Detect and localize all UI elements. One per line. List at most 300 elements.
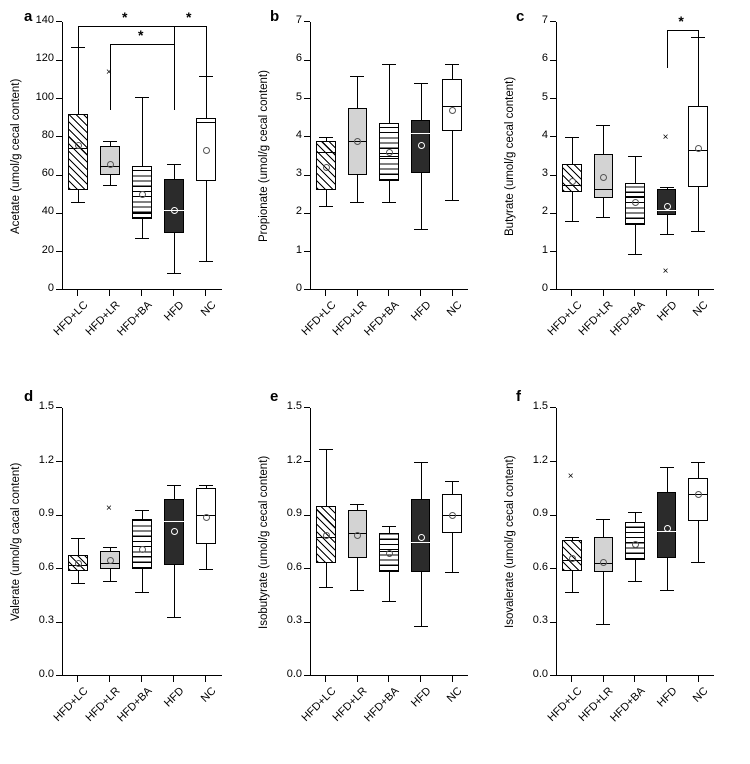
whisker-cap-upper-c-HFD+LR xyxy=(596,125,610,126)
whisker-upper-e-HFD xyxy=(421,462,422,500)
y-tick-label-b: 4 xyxy=(295,128,302,141)
whisker-cap-lower-f-HFD+BA xyxy=(628,581,642,582)
mean-marker-a-HFD+LR xyxy=(107,161,114,168)
mean-marker-e-HFD xyxy=(418,534,425,541)
y-tick-label-e: 0.0 xyxy=(286,668,302,680)
y-tick-c xyxy=(550,175,556,176)
x-tick-label-c-HFD+LR: HFD+LR xyxy=(576,299,616,338)
whisker-upper-c-HFD+LR xyxy=(603,125,604,154)
x-tick-label-f-HFD+LC: HFD+LC xyxy=(545,685,585,724)
x-tick-label-e-HFD+LR: HFD+LR xyxy=(330,685,370,724)
mean-marker-e-HFD+BA xyxy=(386,550,393,557)
mean-marker-d-HFD+LR xyxy=(107,557,114,564)
x-tick-label-c-HFD: HFD xyxy=(654,299,680,324)
x-tick-e xyxy=(420,676,421,682)
whisker-lower-a-HFD+BA xyxy=(142,219,143,238)
y-tick-c xyxy=(550,251,556,252)
sig-bracket-arm-a-1-left xyxy=(110,44,111,110)
sig-star-a-2: * xyxy=(186,9,192,25)
whisker-cap-lower-a-HFD+LR xyxy=(103,185,117,186)
axis-label-y-a: Acetate (umol/g cecal content) xyxy=(10,78,22,234)
whisker-cap-lower-e-HFD xyxy=(414,626,428,627)
whisker-cap-upper-f-HFD+LC xyxy=(565,537,579,538)
y-tick-b xyxy=(304,136,310,137)
whisker-cap-upper-f-HFD+LR xyxy=(596,519,610,520)
sig-bracket-a-2 xyxy=(174,26,206,27)
whisker-upper-d-HFD xyxy=(174,485,175,499)
x-tick-f xyxy=(698,676,699,682)
whisker-cap-upper-f-HFD+BA xyxy=(628,512,642,513)
y-tick-label-c: 1 xyxy=(541,243,548,256)
y-tick-label-d: 0.3 xyxy=(38,614,54,627)
mean-marker-d-NC xyxy=(203,514,210,521)
x-tick-label-a-NC: NC xyxy=(198,299,219,319)
y-tick-c xyxy=(550,98,556,99)
whisker-cap-upper-d-HFD xyxy=(167,485,181,486)
whisker-upper-e-NC xyxy=(452,481,453,494)
whisker-cap-upper-e-HFD xyxy=(414,462,428,463)
whisker-lower-d-NC xyxy=(206,544,207,569)
y-tick-label-c: 3 xyxy=(541,167,548,180)
x-tick-d xyxy=(109,676,110,682)
axis-label-y-c: Butyrate (umol/g cecal content) xyxy=(504,76,516,236)
mean-marker-f-NC xyxy=(695,491,702,498)
whisker-upper-b-HFD xyxy=(421,83,422,119)
box-f-HFD+LR xyxy=(594,537,614,573)
x-tick-label-e-NC: NC xyxy=(444,685,465,705)
y-tick-label-c: 5 xyxy=(541,90,548,103)
whisker-cap-lower-d-HFD xyxy=(167,617,181,618)
x-tick-c xyxy=(698,290,699,296)
whisker-lower-b-HFD+LC xyxy=(326,190,327,205)
median-line-a-HFD+BA xyxy=(132,213,152,214)
axis-label-y-f: Isovalerate (umol/g cecal content) xyxy=(504,455,516,629)
sig-star-c-0: * xyxy=(678,13,684,29)
whisker-lower-d-HFD+BA xyxy=(142,569,143,592)
x-tick-a xyxy=(205,290,206,296)
whisker-cap-lower-a-HFD xyxy=(167,273,181,274)
x-tick-c xyxy=(634,290,635,296)
median-line-e-HFD xyxy=(411,542,431,543)
y-tick-label-e: 0.3 xyxy=(286,614,302,627)
whisker-lower-a-HFD xyxy=(174,233,175,273)
whisker-lower-f-NC xyxy=(698,521,699,562)
y-tick-label-d: 1.5 xyxy=(38,400,54,412)
y-tick-f xyxy=(550,568,556,569)
y-tick-label-b: 5 xyxy=(295,90,302,103)
whisker-lower-a-NC xyxy=(206,181,207,261)
whisker-cap-lower-a-HFD+BA xyxy=(135,238,149,239)
whisker-upper-b-HFD+LR xyxy=(357,76,358,109)
x-tick-label-b-HFD+LR: HFD+LR xyxy=(330,299,370,338)
whisker-cap-lower-c-HFD+LC xyxy=(565,221,579,222)
axis-label-y-e: Isobutyrate (umol/g cecal content) xyxy=(258,455,270,629)
whisker-cap-upper-b-HFD+LC xyxy=(319,137,333,138)
whisker-upper-e-HFD+BA xyxy=(389,526,390,533)
outlier-c-HFD-0: × xyxy=(662,131,669,143)
sig-bracket-arm-a-2-left xyxy=(174,26,175,92)
whisker-cap-lower-e-HFD+BA xyxy=(382,601,396,602)
sig-bracket-arm-a-2-right xyxy=(206,26,207,92)
x-tick-label-d-HFD+LR: HFD+LR xyxy=(83,685,123,724)
whisker-lower-e-HFD xyxy=(421,572,422,626)
y-tick-label-a: 80 xyxy=(41,128,54,141)
y-tick-label-c: 6 xyxy=(541,52,548,65)
whisker-cap-lower-b-HFD+BA xyxy=(382,202,396,203)
whisker-lower-f-HFD+LR xyxy=(603,572,604,624)
whisker-cap-lower-e-HFD+LR xyxy=(350,590,364,591)
whisker-lower-c-HFD+BA xyxy=(635,225,636,254)
sig-bracket-c-0 xyxy=(667,30,699,31)
x-tick-e xyxy=(325,676,326,682)
y-tick-f xyxy=(550,622,556,623)
y-tick-label-a: 60 xyxy=(41,167,54,180)
whisker-upper-f-NC xyxy=(698,462,699,478)
y-tick-a xyxy=(56,175,62,176)
y-tick-b xyxy=(304,21,310,22)
y-tick-c xyxy=(550,60,556,61)
y-tick-c xyxy=(550,289,556,290)
x-tick-label-a-HFD+LR: HFD+LR xyxy=(83,299,123,338)
whisker-cap-upper-a-HFD+LR xyxy=(103,141,117,142)
whisker-cap-upper-e-NC xyxy=(445,481,459,482)
box-d-HFD+BA xyxy=(132,519,152,569)
y-tick-b xyxy=(304,98,310,99)
sig-star-a-1: * xyxy=(138,27,144,43)
y-tick-label-e: 1.5 xyxy=(286,400,302,412)
y-tick-e xyxy=(304,675,310,676)
whisker-cap-upper-e-HFD+LC xyxy=(319,449,333,450)
x-tick-b xyxy=(388,290,389,296)
y-tick-d xyxy=(56,515,62,516)
x-tick-b xyxy=(325,290,326,296)
whisker-upper-f-HFD xyxy=(667,467,668,492)
whisker-lower-f-HFD+LC xyxy=(572,571,573,592)
y-tick-label-c: 0 xyxy=(541,282,548,294)
x-tick-label-e-HFD+BA: HFD+BA xyxy=(362,685,402,725)
whisker-cap-lower-c-HFD+LR xyxy=(596,217,610,218)
panel-letter-d: d xyxy=(24,388,34,405)
median-line-c-HFD+BA xyxy=(625,196,645,197)
mean-marker-f-HFD+LC xyxy=(569,555,576,562)
y-tick-c xyxy=(550,136,556,137)
whisker-cap-lower-b-NC xyxy=(445,200,459,201)
y-tick-label-b: 2 xyxy=(295,205,302,218)
x-tick-e xyxy=(357,676,358,682)
sig-bracket-arm-c-0-right xyxy=(698,30,699,68)
y-tick-label-f: 0.0 xyxy=(532,668,548,680)
whisker-cap-lower-a-HFD+LC xyxy=(71,202,85,203)
whisker-cap-lower-a-NC xyxy=(199,261,213,262)
x-tick-label-f-HFD+BA: HFD+BA xyxy=(608,685,648,725)
whisker-cap-upper-d-HFD+BA xyxy=(135,510,149,511)
whisker-cap-lower-e-HFD+LC xyxy=(319,587,333,588)
x-tick-label-c-NC: NC xyxy=(690,299,711,319)
x-tick-label-e-HFD+LC: HFD+LC xyxy=(299,685,339,724)
whisker-cap-lower-d-HFD+LC xyxy=(71,583,85,584)
box-f-NC xyxy=(688,478,708,521)
y-tick-a xyxy=(56,289,62,290)
whisker-cap-upper-b-HFD xyxy=(414,83,428,84)
x-tick-label-d-NC: NC xyxy=(198,685,219,705)
x-tick-label-b-HFD: HFD xyxy=(408,299,434,324)
x-tick-f xyxy=(666,676,667,682)
x-tick-label-d-HFD: HFD xyxy=(162,685,187,710)
median-line-d-HFD+BA xyxy=(132,556,152,557)
y-tick-label-c: 2 xyxy=(541,205,548,218)
x-tick-label-b-HFD+BA: HFD+BA xyxy=(362,299,402,339)
y-tick-e xyxy=(304,568,310,569)
panel-letter-e: e xyxy=(270,388,279,405)
whisker-cap-lower-c-HFD+BA xyxy=(628,254,642,255)
x-tick-f xyxy=(571,676,572,682)
mean-marker-f-HFD+BA xyxy=(632,541,639,548)
y-tick-label-f: 1.5 xyxy=(532,400,548,412)
whisker-lower-e-HFD+LC xyxy=(326,563,327,586)
median-line-c-HFD+LR xyxy=(594,189,614,190)
whisker-cap-lower-d-HFD+BA xyxy=(135,592,149,593)
whisker-cap-lower-b-HFD+LC xyxy=(319,206,333,207)
whisker-cap-upper-a-HFD+BA xyxy=(135,97,149,98)
whisker-cap-upper-d-HFD+LC xyxy=(71,538,85,539)
whisker-cap-upper-c-HFD xyxy=(660,187,674,188)
outlier-d-HFD+LR-0: × xyxy=(106,502,112,514)
whisker-lower-d-HFD xyxy=(174,565,175,617)
y-tick-f xyxy=(550,515,556,516)
whisker-upper-f-HFD+LR xyxy=(603,519,604,537)
y-tick-a xyxy=(56,21,62,22)
median-line-d-HFD xyxy=(164,521,184,522)
y-tick-label-a: 20 xyxy=(41,243,54,256)
x-tick-b xyxy=(420,290,421,296)
x-tick-d xyxy=(205,676,206,682)
x-tick-label-a-HFD: HFD xyxy=(162,299,187,324)
y-tick-label-a: 140 xyxy=(35,14,54,26)
whisker-upper-c-HFD+LC xyxy=(572,137,573,164)
x-tick-label-f-HFD+LR: HFD+LR xyxy=(576,685,616,724)
x-tick-label-c-HFD+BA: HFD+BA xyxy=(608,299,648,339)
whisker-cap-upper-f-HFD xyxy=(660,467,674,468)
outlier-c-HFD-1: × xyxy=(662,265,669,277)
y-tick-label-c: 7 xyxy=(541,14,548,26)
whisker-cap-upper-f-NC xyxy=(691,462,705,463)
y-tick-b xyxy=(304,175,310,176)
y-tick-f xyxy=(550,461,556,462)
whisker-lower-b-HFD xyxy=(421,173,422,229)
sig-bracket-arm-c-0-left xyxy=(667,30,668,68)
whisker-cap-lower-d-NC xyxy=(199,569,213,570)
y-tick-a xyxy=(56,60,62,61)
x-tick-label-b-NC: NC xyxy=(444,299,465,319)
y-tick-label-d: 1.2 xyxy=(38,453,54,466)
whisker-lower-c-HFD xyxy=(667,215,668,234)
x-tick-label-d-HFD+BA: HFD+BA xyxy=(115,685,155,725)
y-tick-label-f: 0.6 xyxy=(532,560,548,573)
whisker-lower-c-NC xyxy=(698,187,699,231)
whisker-cap-upper-e-HFD+BA xyxy=(382,526,396,527)
whisker-cap-lower-e-NC xyxy=(445,572,459,573)
outlier-a-HFD+LR-0: × xyxy=(106,66,112,78)
y-tick-label-e: 0.9 xyxy=(286,507,302,520)
mean-marker-e-HFD+LC xyxy=(323,532,330,539)
sig-star-a-0: * xyxy=(122,9,128,25)
x-tick-d xyxy=(173,676,174,682)
mean-marker-c-HFD+BA xyxy=(632,199,639,206)
median-line-a-NC xyxy=(196,122,216,123)
x-tick-e xyxy=(388,676,389,682)
x-tick-label-f-HFD: HFD xyxy=(654,685,680,710)
mean-marker-f-HFD xyxy=(664,525,671,532)
y-tick-f xyxy=(550,675,556,676)
axis-label-y-b: Propionate (umol/g cecal content) xyxy=(258,70,270,242)
whisker-cap-lower-b-HFD xyxy=(414,229,428,230)
x-tick-label-f-NC: NC xyxy=(690,685,711,705)
whisker-cap-upper-e-HFD+LR xyxy=(350,504,364,505)
box-a-HFD xyxy=(164,179,184,233)
y-tick-f xyxy=(550,407,556,408)
y-tick-d xyxy=(56,407,62,408)
sig-bracket-a-0 xyxy=(78,26,174,27)
y-tick-label-b: 6 xyxy=(295,52,302,65)
median-line-b-HFD xyxy=(411,133,431,134)
y-tick-label-f: 0.9 xyxy=(532,507,548,520)
y-tick-a xyxy=(56,136,62,137)
y-tick-d xyxy=(56,675,62,676)
x-tick-d xyxy=(141,676,142,682)
whisker-cap-lower-f-HFD+LR xyxy=(596,624,610,625)
whisker-upper-d-HFD+BA xyxy=(142,510,143,519)
y-tick-label-d: 0.0 xyxy=(38,668,54,680)
whisker-lower-c-HFD+LR xyxy=(603,198,604,217)
x-tick-c xyxy=(666,290,667,296)
x-tick-a xyxy=(109,290,110,296)
y-tick-label-b: 0 xyxy=(295,282,302,294)
y-tick-c xyxy=(550,213,556,214)
whisker-lower-f-HFD+BA xyxy=(635,560,636,581)
whisker-upper-d-HFD+LC xyxy=(78,538,79,554)
y-tick-b xyxy=(304,251,310,252)
whisker-cap-upper-b-HFD+BA xyxy=(382,64,396,65)
y-tick-c xyxy=(550,21,556,22)
panel-letter-c: c xyxy=(516,8,525,25)
box-c-HFD xyxy=(657,189,677,216)
y-tick-label-f: 0.3 xyxy=(532,614,548,627)
whisker-cap-lower-d-HFD+LR xyxy=(103,581,117,582)
y-tick-label-a: 100 xyxy=(35,90,54,103)
whisker-upper-b-NC xyxy=(452,64,453,79)
y-tick-b xyxy=(304,213,310,214)
y-tick-b xyxy=(304,289,310,290)
panel-letter-f: f xyxy=(516,388,521,405)
whisker-lower-b-HFD+BA xyxy=(389,181,390,202)
whisker-lower-e-HFD+LR xyxy=(357,558,358,590)
x-tick-label-a-HFD+LC: HFD+LC xyxy=(51,299,91,338)
sig-bracket-arm-a-0-left xyxy=(78,26,79,100)
y-tick-b xyxy=(304,60,310,61)
y-tick-e xyxy=(304,515,310,516)
y-tick-label-d: 0.9 xyxy=(38,507,54,520)
mean-marker-b-HFD xyxy=(418,142,425,149)
whisker-lower-b-HFD+LR xyxy=(357,175,358,202)
whisker-lower-c-HFD+LC xyxy=(572,192,573,221)
whisker-lower-e-HFD+BA xyxy=(389,572,390,601)
whisker-cap-lower-f-HFD+LC xyxy=(565,592,579,593)
y-tick-e xyxy=(304,461,310,462)
whisker-cap-lower-b-HFD+LR xyxy=(350,202,364,203)
y-tick-label-c: 4 xyxy=(541,128,548,141)
mean-marker-a-HFD+LC xyxy=(75,142,82,149)
y-tick-label-f: 1.2 xyxy=(532,453,548,466)
x-tick-a xyxy=(77,290,78,296)
x-tick-a xyxy=(141,290,142,296)
whisker-cap-lower-c-NC xyxy=(691,231,705,232)
y-tick-d xyxy=(56,568,62,569)
median-line-b-HFD+LC xyxy=(316,152,336,153)
mean-marker-c-HFD xyxy=(664,203,671,210)
y-tick-label-a: 40 xyxy=(41,205,54,218)
panel-letter-b: b xyxy=(270,8,280,25)
x-tick-b xyxy=(452,290,453,296)
x-tick-a xyxy=(173,290,174,296)
whisker-upper-f-HFD+BA xyxy=(635,512,636,523)
y-tick-label-b: 3 xyxy=(295,167,302,180)
x-tick-e xyxy=(452,676,453,682)
x-tick-f xyxy=(634,676,635,682)
whisker-lower-a-HFD+LR xyxy=(110,175,111,185)
x-tick-label-c-HFD+LC: HFD+LC xyxy=(545,299,585,338)
whisker-lower-d-HFD+LC xyxy=(78,571,79,584)
x-tick-c xyxy=(603,290,604,296)
whisker-cap-upper-b-NC xyxy=(445,64,459,65)
whisker-cap-lower-f-HFD xyxy=(660,590,674,591)
y-tick-a xyxy=(56,98,62,99)
y-tick-label-e: 1.2 xyxy=(286,453,302,466)
whisker-cap-lower-c-HFD xyxy=(660,234,674,235)
x-tick-label-e-HFD: HFD xyxy=(408,685,434,710)
median-line-b-HFD+BA xyxy=(379,156,399,157)
whisker-cap-upper-d-NC xyxy=(199,485,213,486)
box-a-HFD+LC xyxy=(68,114,88,191)
x-tick-d xyxy=(77,676,78,682)
whisker-cap-upper-a-HFD xyxy=(167,164,181,165)
y-tick-label-b: 1 xyxy=(295,243,302,256)
outlier-f-HFD+LC-0: × xyxy=(567,470,574,482)
whisker-cap-upper-b-HFD+LR xyxy=(350,76,364,77)
whisker-cap-upper-d-HFD+LR xyxy=(103,547,117,548)
x-tick-b xyxy=(357,290,358,296)
y-tick-label-a: 0 xyxy=(47,282,54,294)
panel-letter-a: a xyxy=(24,8,33,25)
whisker-cap-upper-c-HFD+BA xyxy=(628,156,642,157)
sig-bracket-a-1 xyxy=(110,44,174,45)
whisker-upper-a-HFD xyxy=(174,164,175,179)
mean-marker-c-HFD+LC xyxy=(569,178,576,185)
y-tick-d xyxy=(56,622,62,623)
y-tick-e xyxy=(304,622,310,623)
x-tick-label-d-HFD+LC: HFD+LC xyxy=(51,685,91,724)
whisker-lower-d-HFD+LR xyxy=(110,569,111,582)
y-tick-e xyxy=(304,407,310,408)
mean-marker-a-HFD xyxy=(171,207,178,214)
y-tick-label-b: 7 xyxy=(295,14,302,26)
whisker-lower-b-NC xyxy=(452,131,453,200)
y-tick-label-e: 0.6 xyxy=(286,560,302,573)
y-tick-a xyxy=(56,251,62,252)
whisker-upper-c-HFD+BA xyxy=(635,156,636,183)
whisker-cap-upper-c-HFD+LC xyxy=(565,137,579,138)
y-tick-label-a: 120 xyxy=(35,52,54,65)
x-tick-label-b-HFD+LC: HFD+LC xyxy=(299,299,339,338)
